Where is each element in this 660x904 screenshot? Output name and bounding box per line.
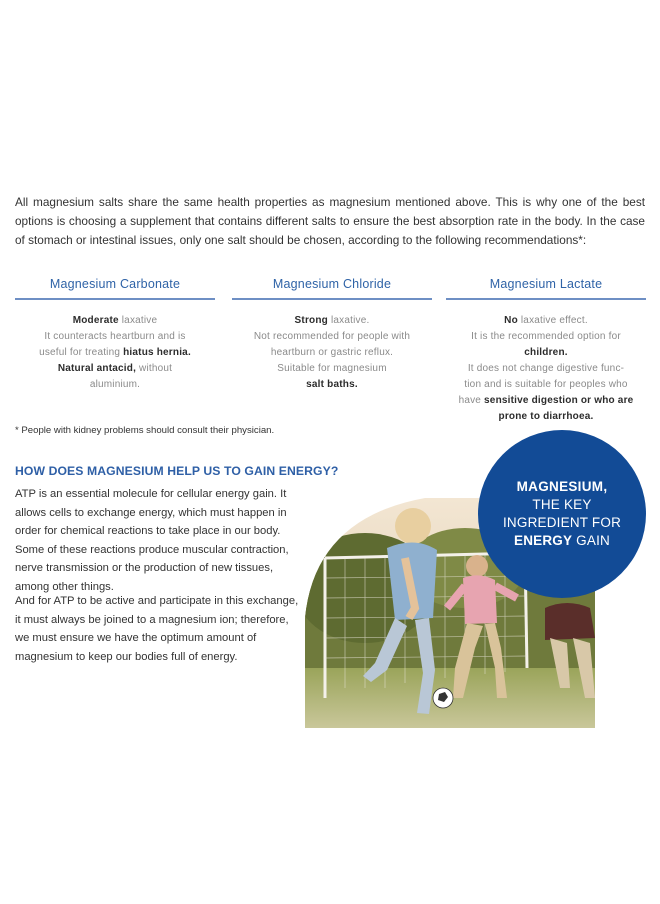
salt-column-chloride (232, 276, 432, 393)
energy-paragraph-2: And for ATP to be active and participate in this exchange, it must always be joined to a magnesium ion; therefore, we must ensure we have the optimum amount of magnesium to keep our bodies full of energy. (15, 595, 299, 663)
desc-line: Suitable for magnesium (277, 363, 387, 374)
desc-line: Strong laxative. (294, 315, 370, 326)
desc-line: It counteracts heartburn and is (44, 331, 186, 342)
desc-line: It is the recommended option for (471, 331, 621, 342)
energy-badge (478, 430, 646, 598)
badge-line-2: THE KEY (532, 497, 592, 512)
desc-line: salt baths. (306, 379, 358, 390)
salt-column-carbonate (15, 276, 215, 393)
desc-line: tion and is suitable for peoples who (464, 379, 628, 390)
badge-line-1: MAGNESIUM, (516, 479, 608, 494)
column-divider (15, 298, 215, 300)
desc-line: useful for treating hiatus hernia. (39, 347, 191, 358)
salt-column-lactate (446, 276, 646, 425)
intro-paragraph: All magnesium salts share the same health properties as magnesium mentioned above. This is why one of the best options is choosing a supplement that contains different salts to ensure the best absorption rate in the body. In the case of stomach or intestinal issues, only one salt should be chosen, according to the following recommendations*: (15, 195, 645, 247)
badge-line-4: ENERGY GAIN (514, 533, 610, 548)
column-divider (446, 298, 646, 300)
desc-line: No laxative effect. (504, 315, 588, 326)
desc-line: aluminium. (89, 379, 141, 390)
salt-description (446, 313, 646, 425)
energy-paragraph-1: ATP is an essential molecule for cellular energy gain. It allows cells to exchange energy, which must happen in order for chemical reactions to take place in our body. Some of these reactions produce muscular contraction, nerve transmission or the production of new tissues, among other things. (15, 488, 289, 593)
salt-title: Magnesium Chloride (272, 277, 392, 291)
badge-line-3: INGREDIENT FOR (502, 515, 622, 530)
desc-line: Natural antacid, without (57, 363, 173, 374)
desc-line: have sensitive digestion or who are (458, 395, 634, 406)
footnote: * People with kidney problems should consult their physician. (15, 425, 275, 436)
desc-line: It does not change digestive func- (467, 363, 625, 374)
salt-title: Magnesium Lactate (489, 277, 603, 291)
salt-description (15, 313, 215, 393)
desc-line: children. (524, 347, 568, 358)
section-heading: HOW DOES MAGNESIUM HELP US TO GAIN ENERGY? (15, 464, 339, 478)
column-divider (232, 298, 432, 300)
desc-line: prone to diarrhoea. (498, 411, 594, 422)
desc-line: Not recommended for people with (253, 331, 411, 342)
desc-line: Moderate laxative (72, 315, 158, 326)
salt-title: Magnesium Carbonate (49, 277, 181, 291)
desc-line: heartburn or gastric reflux. (270, 347, 394, 358)
salt-description (232, 313, 432, 393)
